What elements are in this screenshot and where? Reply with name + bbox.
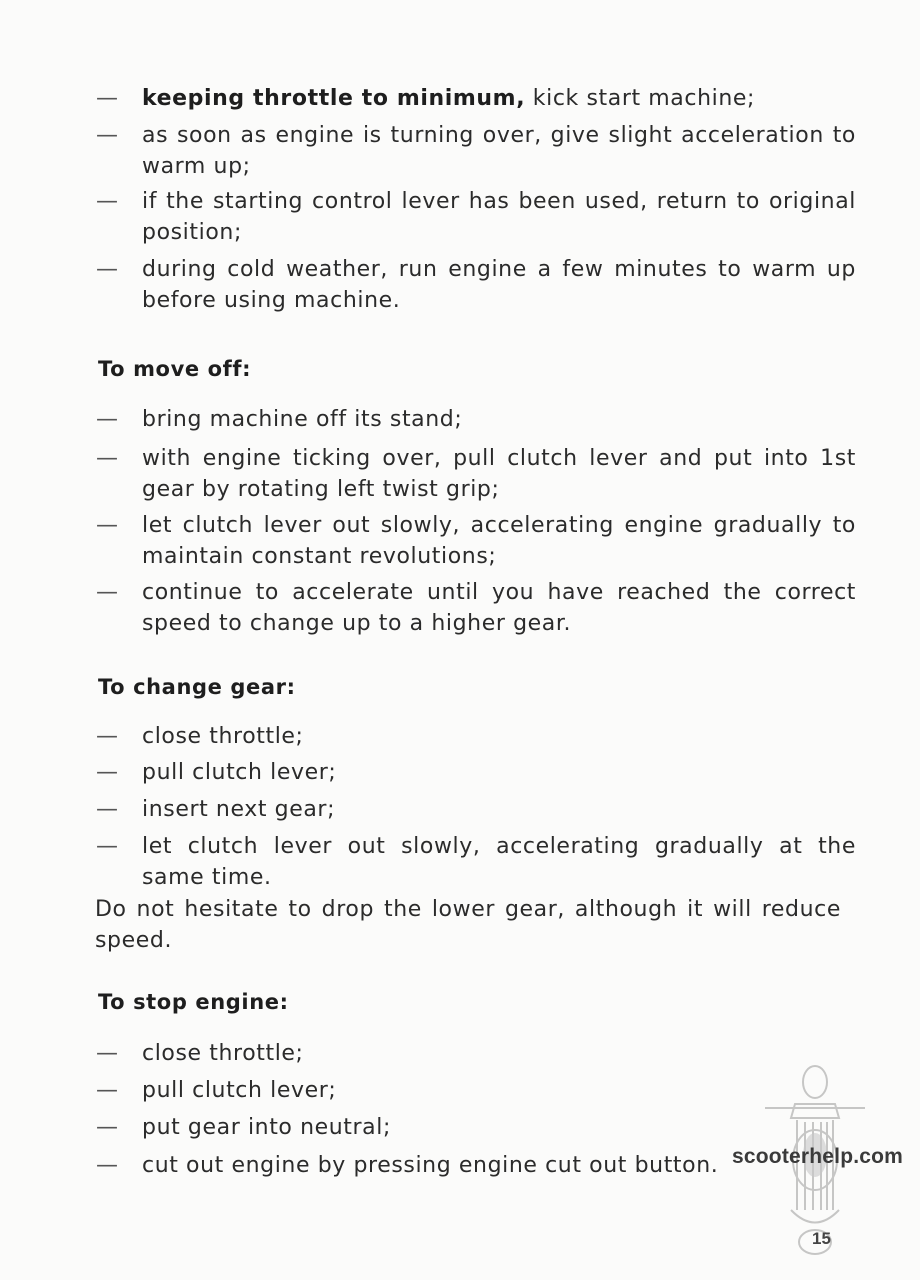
dash: —	[96, 724, 119, 749]
list-item	[96, 120, 856, 182]
dash: —	[96, 1115, 119, 1140]
dash: —	[96, 407, 119, 432]
item-text: bring machine off its stand;	[142, 407, 463, 432]
dash: —	[96, 580, 119, 605]
section-heading: To change gear:	[98, 675, 296, 699]
list-item	[96, 831, 856, 893]
dash: —	[96, 1078, 119, 1103]
dash: —	[96, 189, 119, 214]
bold-text: keeping throttle to minimum,	[142, 86, 526, 111]
list-item	[96, 1150, 736, 1181]
item-text: as soon as engine is turning over, give slight acceleration to warm up;	[142, 123, 856, 179]
list-item	[96, 721, 856, 752]
list-item	[96, 1112, 856, 1143]
item-text: during cold weather, run engine a few minutes to warm up before using machine.	[142, 257, 856, 313]
item-text: close throttle;	[142, 724, 304, 749]
list-item	[96, 577, 856, 639]
list-item	[96, 443, 856, 505]
list-item	[96, 1075, 856, 1106]
dash: —	[96, 446, 119, 471]
dash: —	[96, 86, 119, 111]
note-paragraph: Do not hesitate to drop the lower gear, although it will reduce speed.	[95, 897, 841, 953]
item-text: continue to accelerate until you have reached the correct speed to change up to a higher gear.	[142, 580, 856, 636]
item-text: let clutch lever out slowly, accelerating gradually at the same time.	[142, 834, 856, 890]
list-item	[96, 186, 856, 248]
page-number: 15	[812, 1229, 831, 1248]
list-item	[96, 510, 856, 572]
dash: —	[96, 1041, 119, 1066]
item-text: pull clutch lever;	[142, 760, 337, 785]
dash: —	[96, 797, 119, 822]
item-text: kick start machine;	[525, 86, 756, 111]
list-item	[96, 404, 856, 435]
item-text: with engine ticking over, pull clutch lever and put into 1st gear by rotating left twist grip;	[142, 446, 856, 502]
list-item	[96, 254, 856, 316]
item-text: close throttle;	[142, 1041, 304, 1066]
item-text: put gear into neutral;	[142, 1115, 391, 1140]
dash: —	[96, 760, 119, 785]
list-item	[96, 794, 856, 825]
item-text: cut out engine by pressing engine cut out button.	[142, 1153, 719, 1178]
item-text: let clutch lever out slowly, accelerating engine gradually to maintain constant revolutions;	[142, 513, 856, 569]
list-item	[96, 1038, 856, 1069]
dash: —	[96, 513, 119, 538]
section-heading: To stop engine:	[98, 990, 289, 1014]
list-item	[96, 83, 856, 114]
list-item	[96, 757, 856, 788]
section-heading: To move off:	[98, 357, 252, 381]
dash: —	[96, 1153, 119, 1178]
dash: —	[96, 834, 119, 859]
watermark-text: scooterhelp.com	[732, 1145, 904, 1168]
dash: —	[96, 257, 119, 282]
item-text: insert next gear;	[142, 797, 336, 822]
dash: —	[96, 123, 119, 148]
item-text: if the starting control lever has been used, return to original position;	[142, 189, 856, 245]
item-text: pull clutch lever;	[142, 1078, 337, 1103]
